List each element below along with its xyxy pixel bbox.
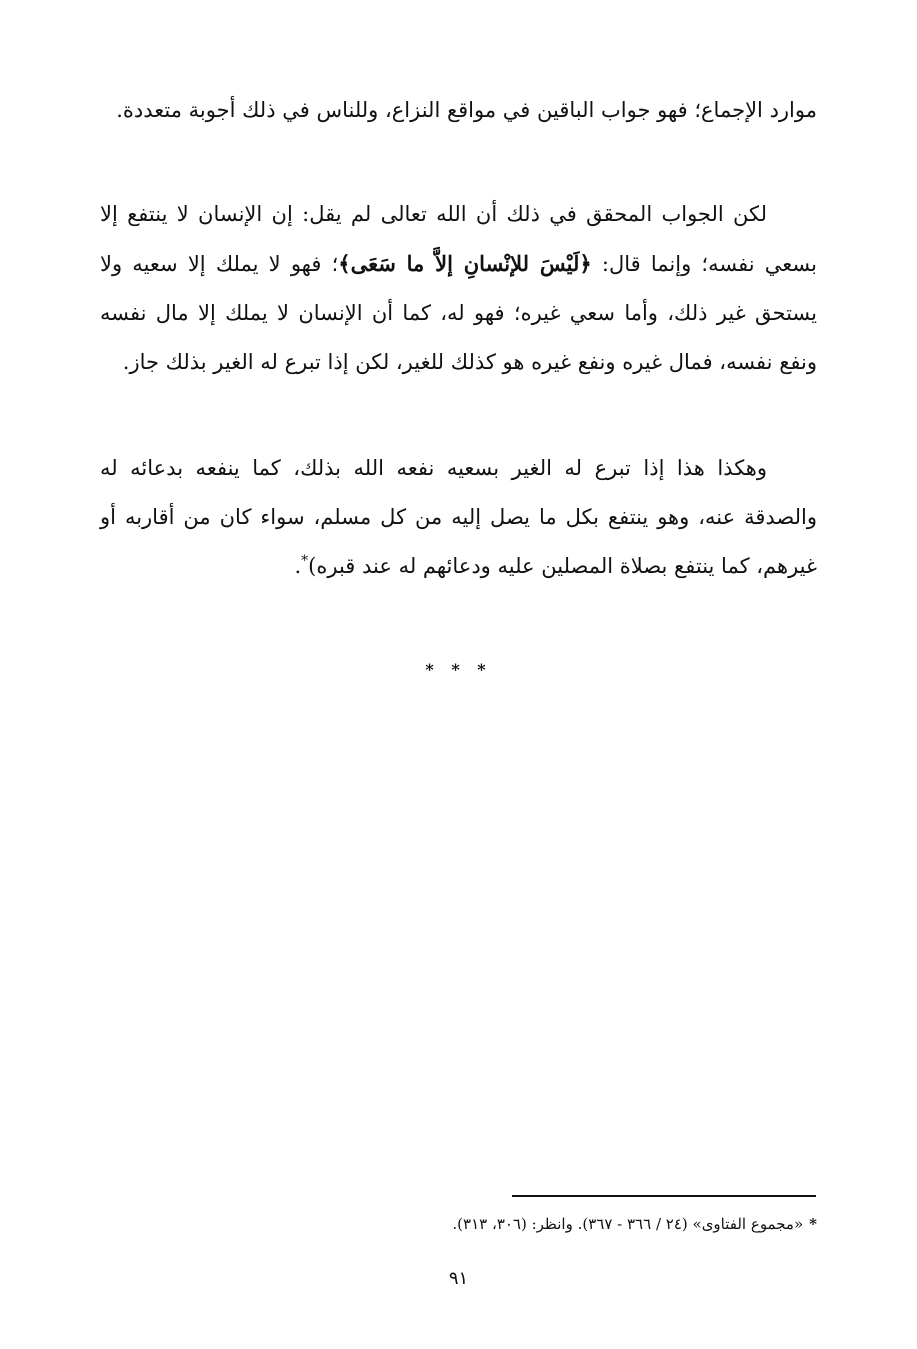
footnote-text: «مجموع الفتاوى» (٢٤ / ٣٦٦ - ٣٦٧). وانظر: (٣٠٦، ٣١٣).: [452, 1215, 804, 1233]
quran-verse: ﴿لَيْسَ للإنْسانِ إلاَّ ما سَعَى﴾: [338, 251, 592, 276]
footnote-reference-marker: *: [301, 553, 309, 569]
paragraph-1-text: موارد الإجماع؛ فهو جواب الباقين في مواقع النزاع، وللناس في ذلك أجوبة متعددة.: [116, 98, 817, 122]
paragraph-2: [100, 190, 817, 387]
paragraph-2-text-before: لكن الجواب المحقق في ذلك أن الله تعالى لم يقل: إن الإنسان لا ينتفع إلا بسعي نفسه؛ وإنما قال:: [100, 202, 817, 276]
paragraph-3-text: وهكذا هذا إذا تبرع له الغير بسعيه نفعه الله بذلك، كما ينفعه بدعائه له والصدقة عنه، وهو ينتفع بكل ما يصل إليه من كل مسلم، سواء كان من أقاربه أو غيرهم، كما ينتفع بصلاة المصلين عليه ودعائهم له عند قبره): [100, 456, 817, 578]
paragraph-3: [100, 444, 817, 591]
page-number: ٩١: [448, 1268, 469, 1289]
paragraph-2-text-after: ؛ فهو لا يملك إلا سعيه ولا يستحق غير ذلك، وأما سعي غيره؛ فهو له، كما أن الإنسان لا يملك إلا مال نفسه ونفع نفسه، فمال غيره ونفع غيره هو كذلك للغير، لكن إذا تبرع له الغير بذلك جاز.: [100, 252, 817, 374]
footnote: [100, 1210, 817, 1238]
footnote-divider: [512, 1195, 816, 1197]
paragraph-3-end: .: [294, 554, 302, 578]
section-separator: * * *: [425, 660, 492, 679]
footnote-marker: *: [809, 1215, 817, 1233]
paragraph-1: [100, 86, 817, 135]
